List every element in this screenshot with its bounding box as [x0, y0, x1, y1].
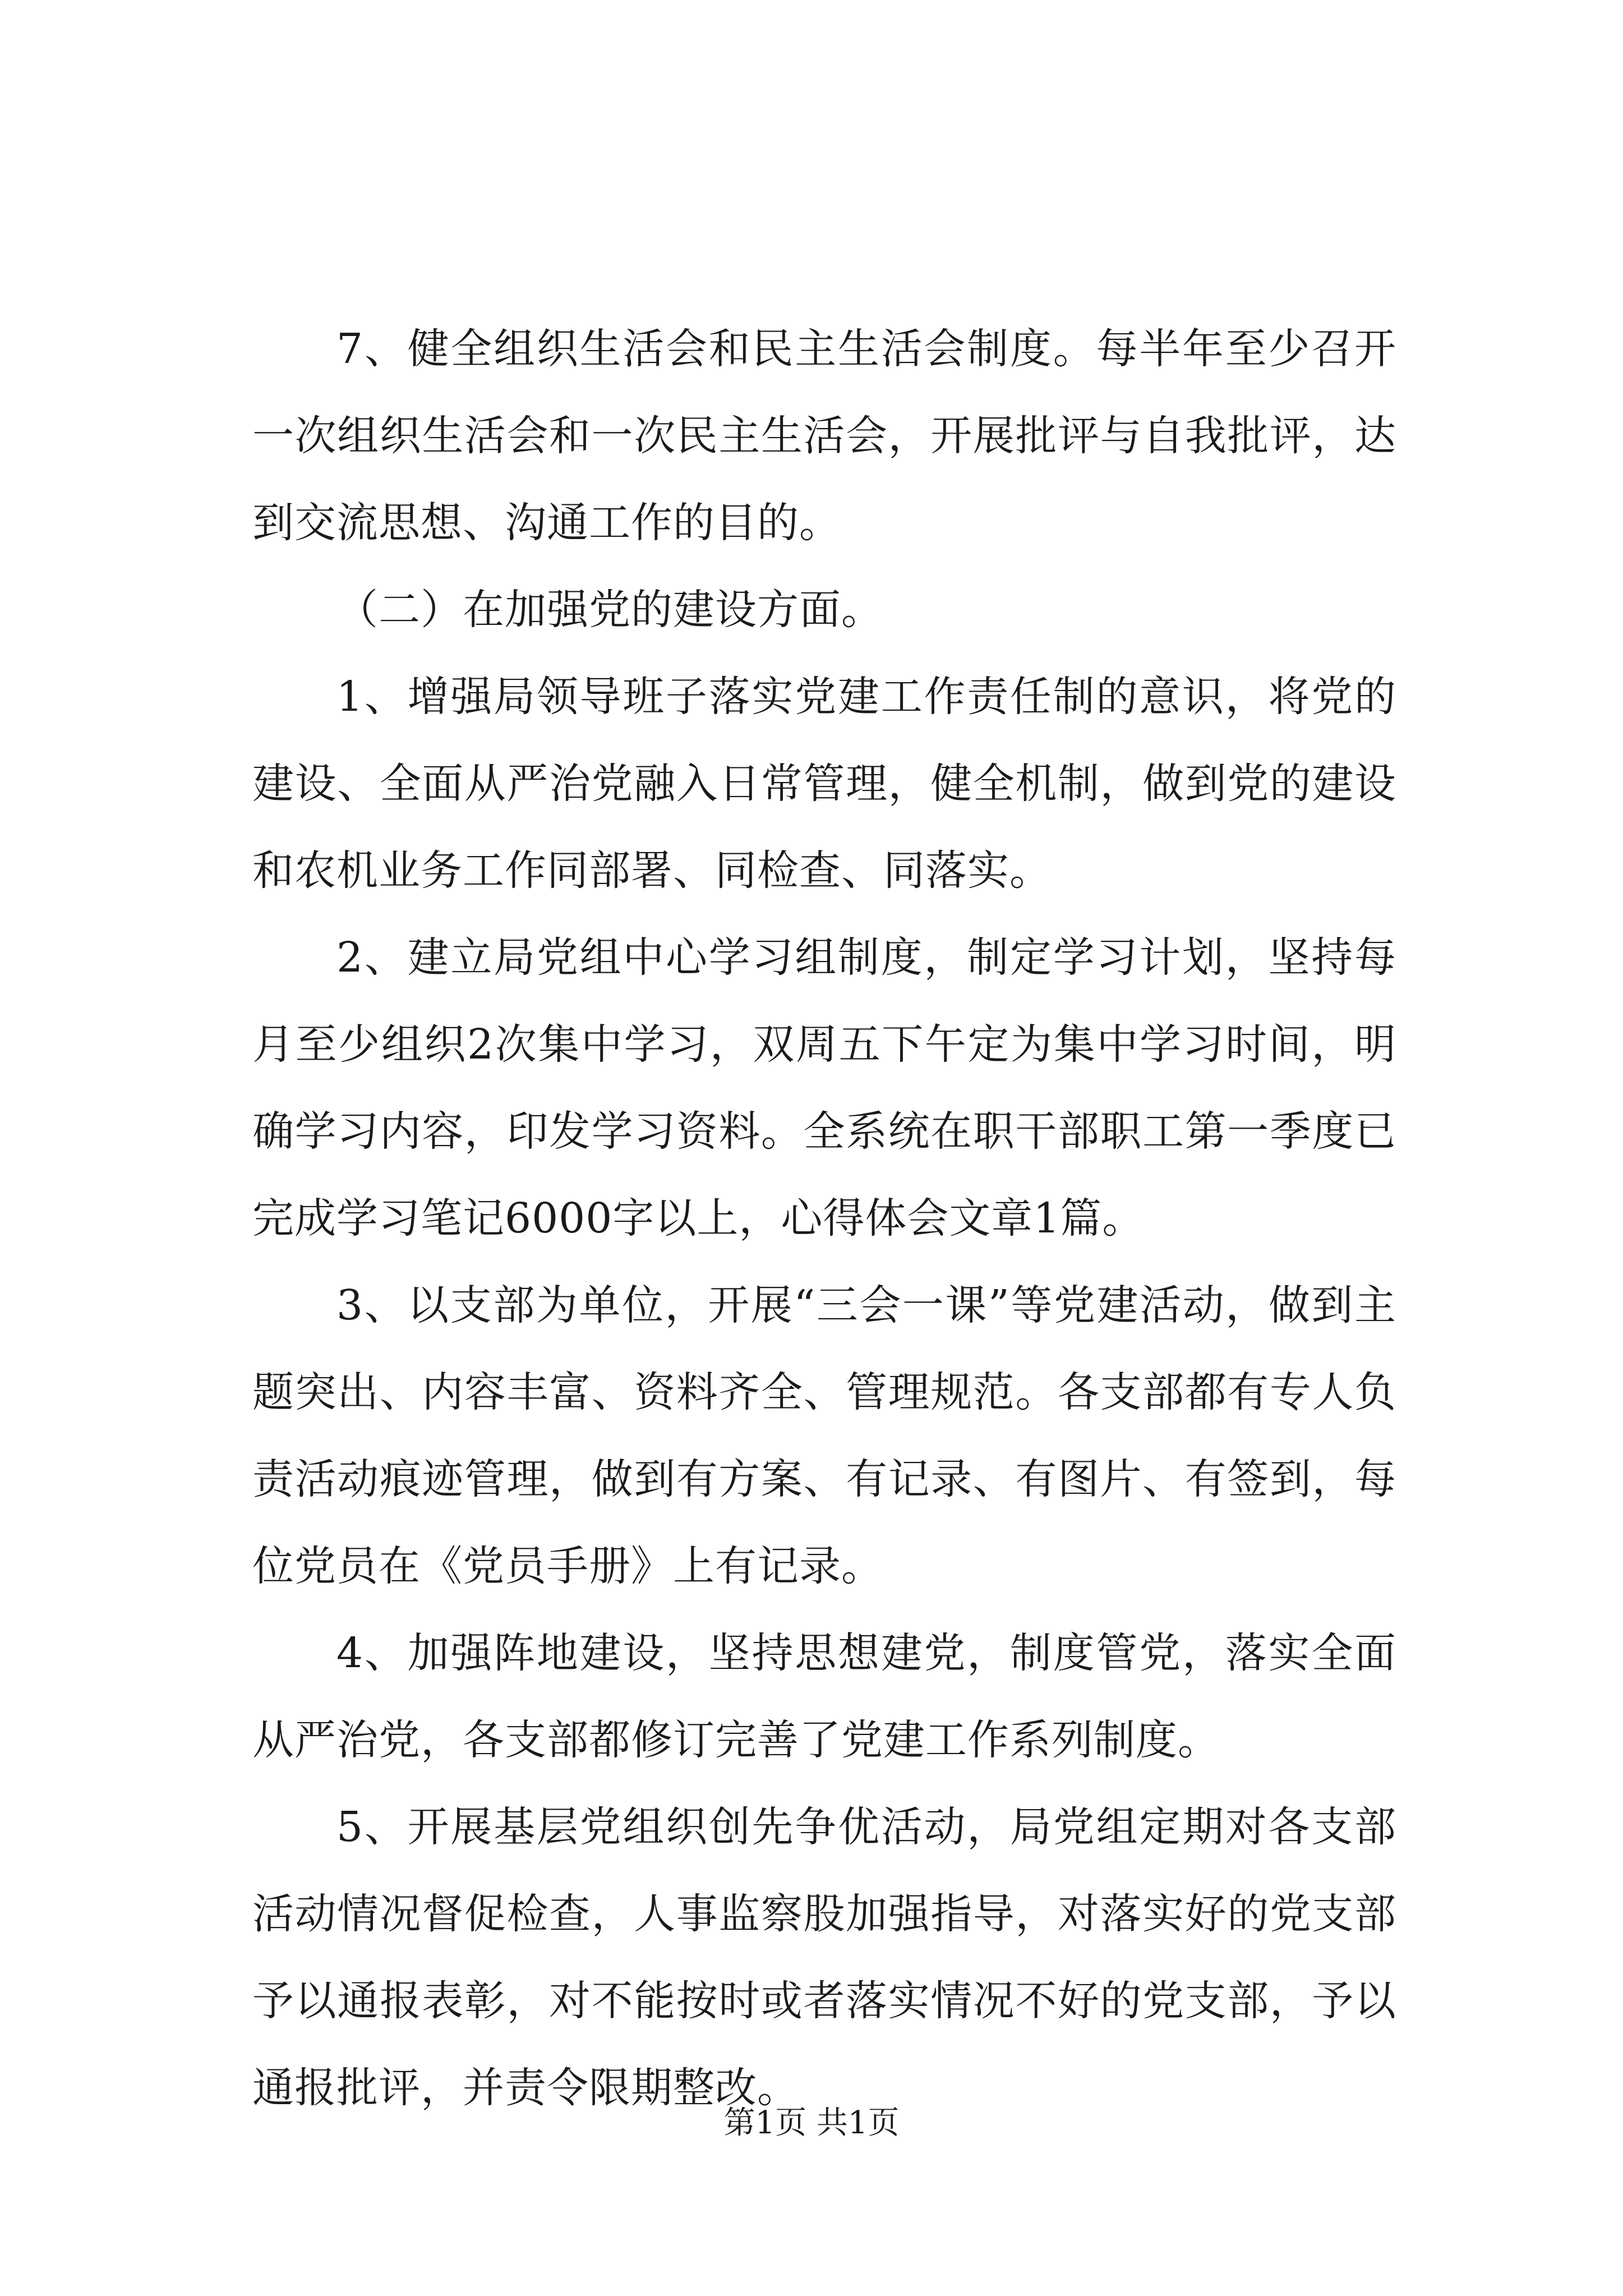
- paragraph-item-1: 1、增强局领导班子落实党建工作责任制的意识，将党的建设、全面从严治党融入日常管理，健全机制，做到党的建设和农机业务工作同部署、同检查、同落实。: [252, 673, 1396, 895]
- paragraph-item-2: 2、建立局党组中心学习组制度，制定学习计划，坚持每月至少组织2次集中学习，双周五下午定为集中学习时间，明确学习内容，印发学习资料。全系统在职干部职工第一季度已完成学习笔记6000字以上，心得体会文章1篇。: [252, 933, 1396, 1243]
- paragraph-item-5: 5、开展基层党组织创先争优活动，局党组定期对各支部活动情况督促检查，人事监察股加强指导，对落实好的党支部予以通报表彰，对不能按时或者落实情况不好的党支部，予以通报批评，并责令限期整改。: [252, 1803, 1396, 2112]
- paragraph-item-3: 3、以支部为单位，开展“三会一课”等党建活动，做到主题突出、内容丰富、资料齐全、管理规范。各支部都有专人负责活动痕迹管理，做到有方案、有记录、有图片、有签到，每位党员在《党员手册》上有记录。: [252, 1281, 1396, 1590]
- paragraph-item-7: 7、健全组织生活会和民主生活会制度。每半年至少召开一次组织生活会和一次民主生活会，开展批评与自我批评，达到交流思想、沟通工作的目的。: [252, 325, 1396, 547]
- document-body: [252, 306, 1396, 2132]
- section-heading-2: （二）在加强党的建设方面。: [336, 586, 883, 634]
- paragraph-item-4: 4、加强阵地建设，坚持思想建党，制度管党，落实全面从严治党，各支部都修订完善了党建工作系列制度。: [252, 1629, 1396, 1764]
- page-footer: 第1页 共1页: [723, 2105, 900, 2141]
